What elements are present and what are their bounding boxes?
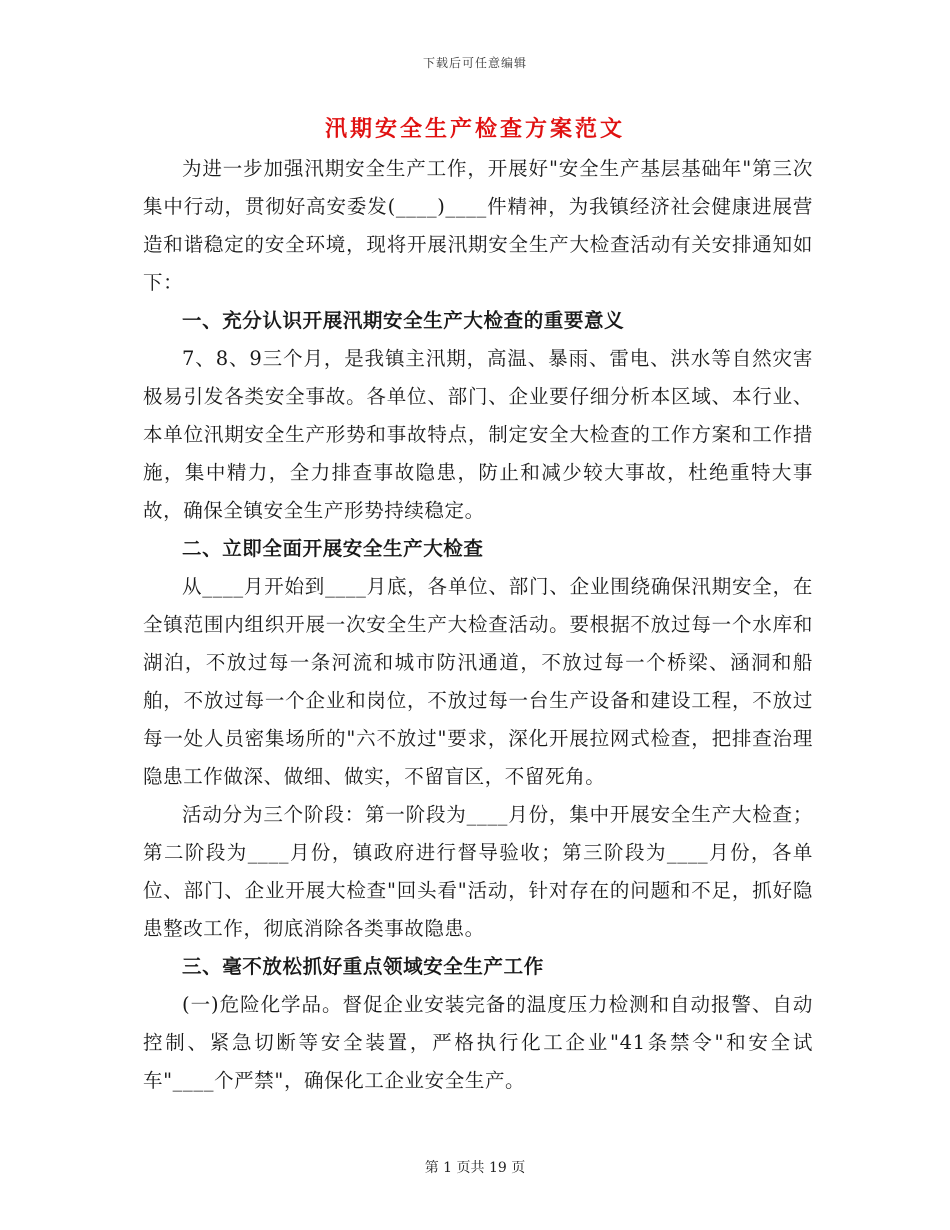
page-number-footer: 第 1 页共 19 页	[424, 1160, 526, 1176]
section-2-paragraph-2: 活动分为三个阶段：第一阶段为____月份，集中开展安全生产大检查；第二阶段为____月份，镇政府进行督导验收；第三阶段为____月份，各单位、部门、企业开展大检查"回头看"活动，针对存在的问题和不足，抓好隐患整改工作，彻底消除各类事故隐患。	[143, 803, 813, 940]
section-3-paragraph-1: (一)危险化学品。督促企业安装完备的温度压力检测和自动报警、自动控制、紧急切断等安全装置，严格执行化工企业"41条禁令"和安全试车"____个严禁"，确保化工企业安全生产。	[143, 993, 813, 1092]
section-1-paragraph: 7、8、9三个月，是我镇主汛期，高温、暴雨、雷电、洪水等自然灾害极易引发各类安全事故。各单位、部门、企业要仔细分析本区域、本行业、本单位汛期安全生产形势和事故特点，制定安全大检查的工作方案和工作措施，集中精力，全力排查事故隐患，防止和减少较大事故，杜绝重特大事故，确保全镇安全生产形势持续稳定。	[143, 347, 813, 522]
section-1-heading: 一、充分认识开展汛期安全生产大检查的重要意义	[182, 309, 625, 332]
section-3-heading: 三、毫不放松抓好重点领域安全生产工作	[182, 955, 544, 978]
document-body	[143, 150, 813, 1100]
header-note: 下载后可任意编辑	[422, 56, 527, 70]
section-2-paragraph-1: 从____月开始到____月底，各单位、部门、企业围绕确保汛期安全，在全镇范围内组织开展一次安全生产大检查活动。要根据不放过每一个水库和湖泊，不放过每一条河流和城市防汛通道，不放过每一个桥梁、涵洞和船舶，不放过每一个企业和岗位，不放过每一台生产设备和建设工程，不放过每一处人员密集场所的"六不放过"要求，深化开展拉网式检查，把排查治理隐患工作做深、做细、做实，不留盲区，不留死角。	[143, 575, 813, 788]
section-2-heading: 二、立即全面开展安全生产大检查	[182, 537, 484, 560]
intro-paragraph: 为进一步加强汛期安全生产工作，开展好"安全生产基层基础年"第三次集中行动，贯彻好高安委发(____)____件精神，为我镇经济社会健康进展营造和谐稳定的安全环境，现将开展汛期安全生产大检查活动有关安排通知如下：	[143, 157, 813, 294]
document-title: 汛期安全生产检查方案范文	[324, 116, 625, 142]
